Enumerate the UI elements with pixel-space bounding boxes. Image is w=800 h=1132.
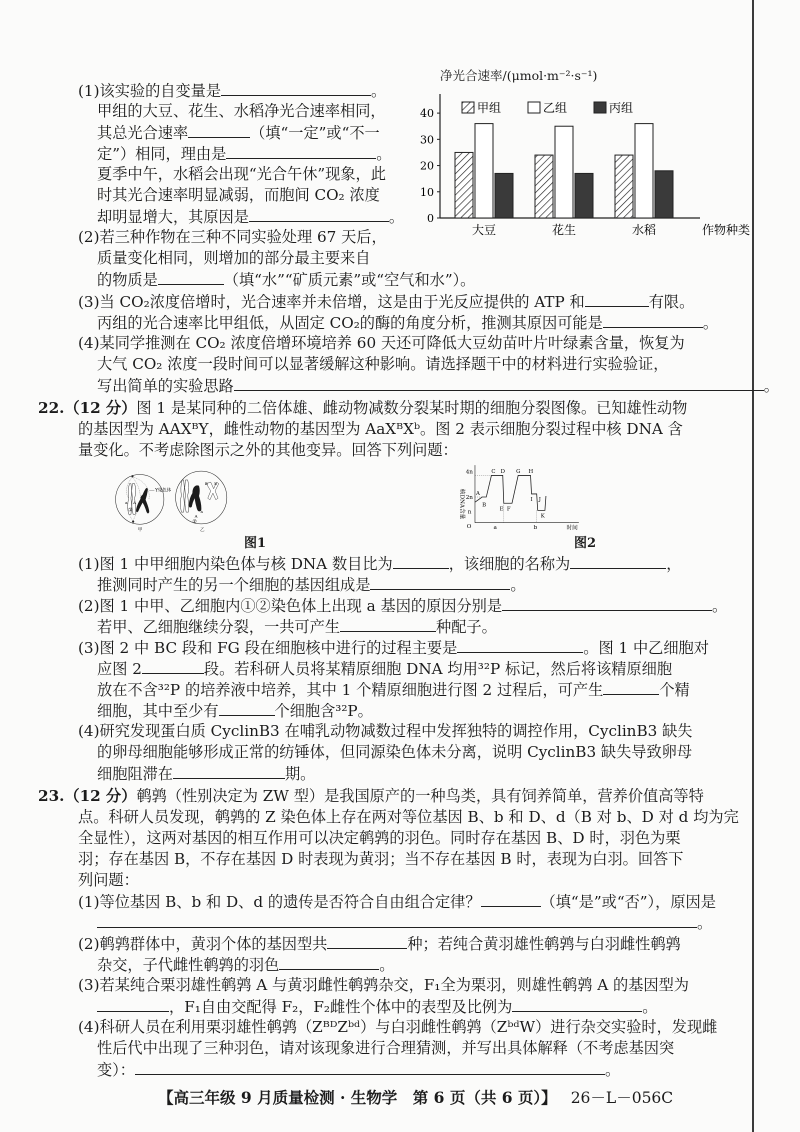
q23-s1-line1: (1)等位基因 B、b 和 D、d 的遗传是否符合自由组合定律？ （填“是”或“否”），原因是 [78,893,716,911]
answer-blank[interactable] [570,553,666,569]
q22-s4-line2: 的卵母细胞能够形成正常的纺锤体，但同源染色体未分离，说明 CyclinB3 缺失导致卵母 [97,743,693,761]
chart-category-label: 水稻 [631,223,657,237]
fig2-tick-2n: 2n [465,495,473,502]
q22-s4-line1: (4)研究发现蛋白质 CyclinB3 在哺乳动物减数过程中发挥独特的调控作用，CyclinB3 缺失 [78,722,693,740]
chart-bar-甲组-水稻 [615,155,633,218]
q21-part2-line2: 质量变化相同，则增加的部分最主要来自 [97,249,371,267]
q21-part1-line7: 却明显增大，其原因是 。 [97,208,405,226]
gene-label-a-left: a [125,500,128,506]
chart-category-label: 大豆 [471,223,497,237]
answer-blank[interactable] [457,637,583,653]
fig2-point-A: A [476,490,480,497]
fig2-xlabel: 时间 [566,525,578,532]
fig2-point-B: B [482,502,487,509]
chart-legend [462,101,633,115]
chart-plot-area [420,94,750,237]
answer-blank[interactable] [327,933,407,949]
q21-part1-line5: 夏季中午，水稻会出现“光合午休”现象，此 [97,165,386,183]
fig2-point-H: H [528,468,534,475]
fig2-label-b: b [533,524,538,531]
fig2-point-F: F [506,506,511,513]
chart-bar-甲组-大豆 [455,152,473,218]
gene-label-A-right: A [194,513,198,519]
q22-intro-line2: 的基因型为 AAXᴮY，雌性动物的基因型为 AaXᴮXᵇ。图 2 表示细胞分裂过程中核 DNA 含 [78,420,683,438]
fig2-label-a: a [493,524,497,531]
answer-blank[interactable] [585,291,649,307]
cell-jia-label: 甲 [137,528,143,533]
chart-bar-丙组-花生 [575,173,593,218]
fig2-point-E: E [499,506,504,513]
chart-bar-乙组-大豆 [475,124,493,218]
q21-part1-line2: 甲组的大豆、花生、水稻净光合速率相同， [97,102,386,120]
q23-s3-line2: ，F₁自由交配得 F₂，F₂雌性个体中的表型及比例为 。 [97,996,657,1017]
q23-s2-line2: 杂交，子代雌性鹌鹑的羽色 。 [97,956,395,974]
legend-swatch-丙组 [594,102,606,113]
fig2-point-K: K [540,513,545,520]
chart-title: 净光合速率/(μmol·m⁻²·s⁻¹) [440,68,598,83]
page-edge-line [752,0,754,1132]
marker-2: ② [192,520,197,526]
chart-xlabel: 作物种类 [702,223,750,237]
chart-y-tick-label: 0 [427,212,434,225]
answer-blank[interactable] [226,143,376,159]
chart-bar-丙组-水稻 [655,171,673,218]
q21-part1-line1: (1)该实验的自变量是 。 [78,82,387,100]
chart-y-tick-label: 10 [420,185,434,199]
fig2-tick-4n: 4n [465,469,473,476]
q22-s3-line3: 放在不含³²P 的培养液中培养，其中 1 个精原细胞进行图 2 过程后，可产生 个精 [97,681,690,699]
fig2-point-C: C [491,468,496,475]
chart-bar-丙组-大豆 [495,173,513,218]
answer-blank[interactable] [393,553,449,569]
gene-label-B: B [204,481,208,487]
answer-blank[interactable] [97,996,169,1012]
cell-yi-label: 乙 [200,528,205,533]
q22-s3-line1: (3)图 2 中 BC 段和 FG 段在细胞核中进行的过程主要是 。图 1 中乙细胞对 [78,639,709,657]
q23-intro-line4: 羽；存在基因 B，不存在基因 D 时表现为黄羽；当不存在基因 B 时，表现为白羽。回答下 [78,850,684,868]
cell-jia-membrane [116,474,164,524]
footer-code: 26－L－056C [570,1089,674,1107]
chart-bar-甲组-花生 [535,155,553,218]
figure2-caption: 图2 [574,536,597,551]
figure1-cell-diagram [110,458,228,533]
answer-blank[interactable] [135,1059,605,1075]
net-photosynthesis-bar-chart [400,66,750,246]
answer-blank[interactable] [142,658,204,674]
q23-intro-line5: 列问题： [78,871,139,889]
q22-s3-line4: 细胞，其中至少有 个细胞含³²P。 [97,702,373,720]
answer-blank[interactable] [340,616,436,632]
gene-label-b: b [214,481,217,487]
answer-blank[interactable] [512,996,642,1012]
answer-blank[interactable] [219,700,275,716]
q21-part1-line4: 定”）相同，理由是 。 [97,145,392,163]
chart-y-tick-label: 30 [420,133,434,147]
fig2-origin: O [466,523,472,530]
q22-s1-line1: (1)图 1 中甲细胞内染色体与核 DNA 数目比为 ，该细胞的名称为 ， [78,555,682,573]
q21-part4-line3: 写出简单的实验思路 。 [97,377,779,395]
q23-intro-line2: 点。科研人员发现，鹌鹑的 Z 染色体上存在两对等位基因 B、b 和 D、d（B 对 b、D 对 d 均为完 [78,808,739,826]
white-chromosome-yi [180,480,184,512]
q23-s4-line1: (4)科研人员在利用栗羽雄性鹌鹑（ZᴮᴰZᵇᵈ）与白羽雌性鹌鹑（ZᵇᵈW）进行杂交实验时，发现雌 [78,1018,718,1036]
q22-s4-line3: 细胞阻滞在 期。 [97,765,316,783]
fig2-point-J: J [538,497,541,504]
answer-blank[interactable] [188,122,250,138]
chart-y-tick-label: 40 [420,107,434,121]
chart-bar-乙组-花生 [555,126,573,218]
answer-blank[interactable] [370,574,510,590]
chart-y-tick-label: 20 [420,159,434,173]
q23-s3-line1: (3)若某纯合栗羽雄性鹌鹑 A 与黄羽雌性鹌鹑杂交，F₁全为栗羽，则雄性鹌鹑 A 的基因型为 [78,976,689,994]
figure1-caption: 图1 [244,536,267,551]
black-chromosome-yi [189,485,202,511]
answer-blank[interactable] [249,206,389,222]
q22-intro-line1: 22.（12 分）图 1 是某同种的二倍体雄、雌动物减数分裂某时期的细胞分裂图像。已知雄性动物 [38,399,688,417]
q21-part3-line1: (3)当 CO₂浓度倍增时，光合速率并未倍增，这是由于光反应提供的 ATP 和 有限。 [78,293,695,311]
legend-label-甲组: 甲组 [477,101,502,115]
answer-blank[interactable] [173,763,285,779]
q21-part2-line1: (2)若三种作物在三种不同实验处理 67 天后， [78,228,387,246]
fig2-point-G: G [516,468,521,475]
fig2-point-D: D [500,468,506,475]
q23-s4-line2: 性后代中出现了三种羽色，请对该现象进行合理猜测，并写出具体解释（不考虑基因突 [97,1039,675,1057]
answer-blank[interactable] [221,80,371,96]
gene-label-A-left: A [133,500,137,506]
chart-category-label: 花生 [551,223,577,237]
q23-s4-line3: 变）： 。 [97,1061,621,1079]
figure2-dna-curve [440,460,620,532]
y-chromosome [136,488,149,514]
answer-blank[interactable] [502,595,712,611]
legend-label-丙组: 丙组 [609,101,634,115]
q22-s2-line2: 若甲、乙细胞继续分裂，一共可产生 种配子。 [97,618,497,636]
fig2-ylabel: 核DNA含量 [458,488,465,520]
q21-part4-line1: (4)某同学推测在 CO₂ 浓度倍增环境培养 60 天还可降低大豆幼苗叶片叶绿素含量，恢复为 [78,334,685,352]
q21-part3-line2: 丙组的光合速率比甲组低，从固定 CO₂的酶的角度分析，推测其原因可能是 。 [97,314,718,332]
answer-blank[interactable] [603,679,659,695]
q21-part1-line6: 时其光合速率明显减弱，而胞间 CO₂ 浓度 [97,186,380,204]
centriole-bottom [132,521,134,523]
q23-s1-line2: 。 [97,912,712,933]
q22-s2-line1: (2)图 1 中甲、乙细胞内①②染色体上出现 a 基因的原因分别是 。 [78,597,728,615]
q22-intro-line3: 量变化。不考虑除图示之外的其他变异。回答下列问题： [78,441,458,459]
marker-1: ① [128,508,133,514]
fig2-point-I: I [530,497,533,504]
gene-label-a-right: a [200,508,203,514]
legend-swatch-甲组 [462,102,474,113]
footer-title: 【高三年级 9 月质量检测 · 生物学 第 6 页（共 6 页）】 [158,1088,557,1107]
fig2-tick-n: n [467,509,472,516]
answer-blank[interactable] [234,375,764,391]
q22-s1-line2: 推测同时产生的另一个细胞的基因组成是 。 [97,576,526,594]
q21-part4-line2: 大气 CO₂ 浓度一段时间可以显著缓解这种影响。请选择题干中的材料进行实验验证， [97,355,669,373]
answer-blank[interactable] [279,954,379,970]
answer-blank[interactable] [97,912,697,928]
chart-bar-乙组-水稻 [635,124,653,218]
q23-s2-line1: (2)鹌鹑群体中，黄羽个体的基因型共 种；若纯合黄羽雄性鹌鹑与白羽雌性鹌鹑 [78,935,681,953]
legend-swatch-乙组 [528,102,540,113]
q23-intro-line1: 23.（12 分）鹌鹑（性别决定为 ZW 型）是我国原产的一种鸟类，具有饲养简单，营养价值高等特 [38,787,704,805]
q21-part1-line3: 其总光合速率 （填“一定”或“不一 [97,124,380,142]
legend-label-乙组: 乙组 [543,101,568,115]
q21-part2-line3: 的物质是 （填“水”“矿质元素”或“空气和水”）。 [97,271,476,289]
page-footer [158,1086,673,1108]
q22-s3-line2: 应图 2 段。若科研人员将某精原细胞 DNA 均用³²P 标记，然后将该精原细胞 [97,660,673,678]
y-chromosome-label: Y染色体 [155,488,172,494]
answer-blank[interactable] [603,312,703,328]
centriole-top [131,475,133,477]
answer-blank[interactable] [158,269,224,285]
q23-intro-line3: 全显性），这两对基因的相互作用可以决定鹌鹑的羽色。同时存在基因 B、D 时，羽色为栗 [78,829,681,847]
answer-blank[interactable] [481,891,541,907]
